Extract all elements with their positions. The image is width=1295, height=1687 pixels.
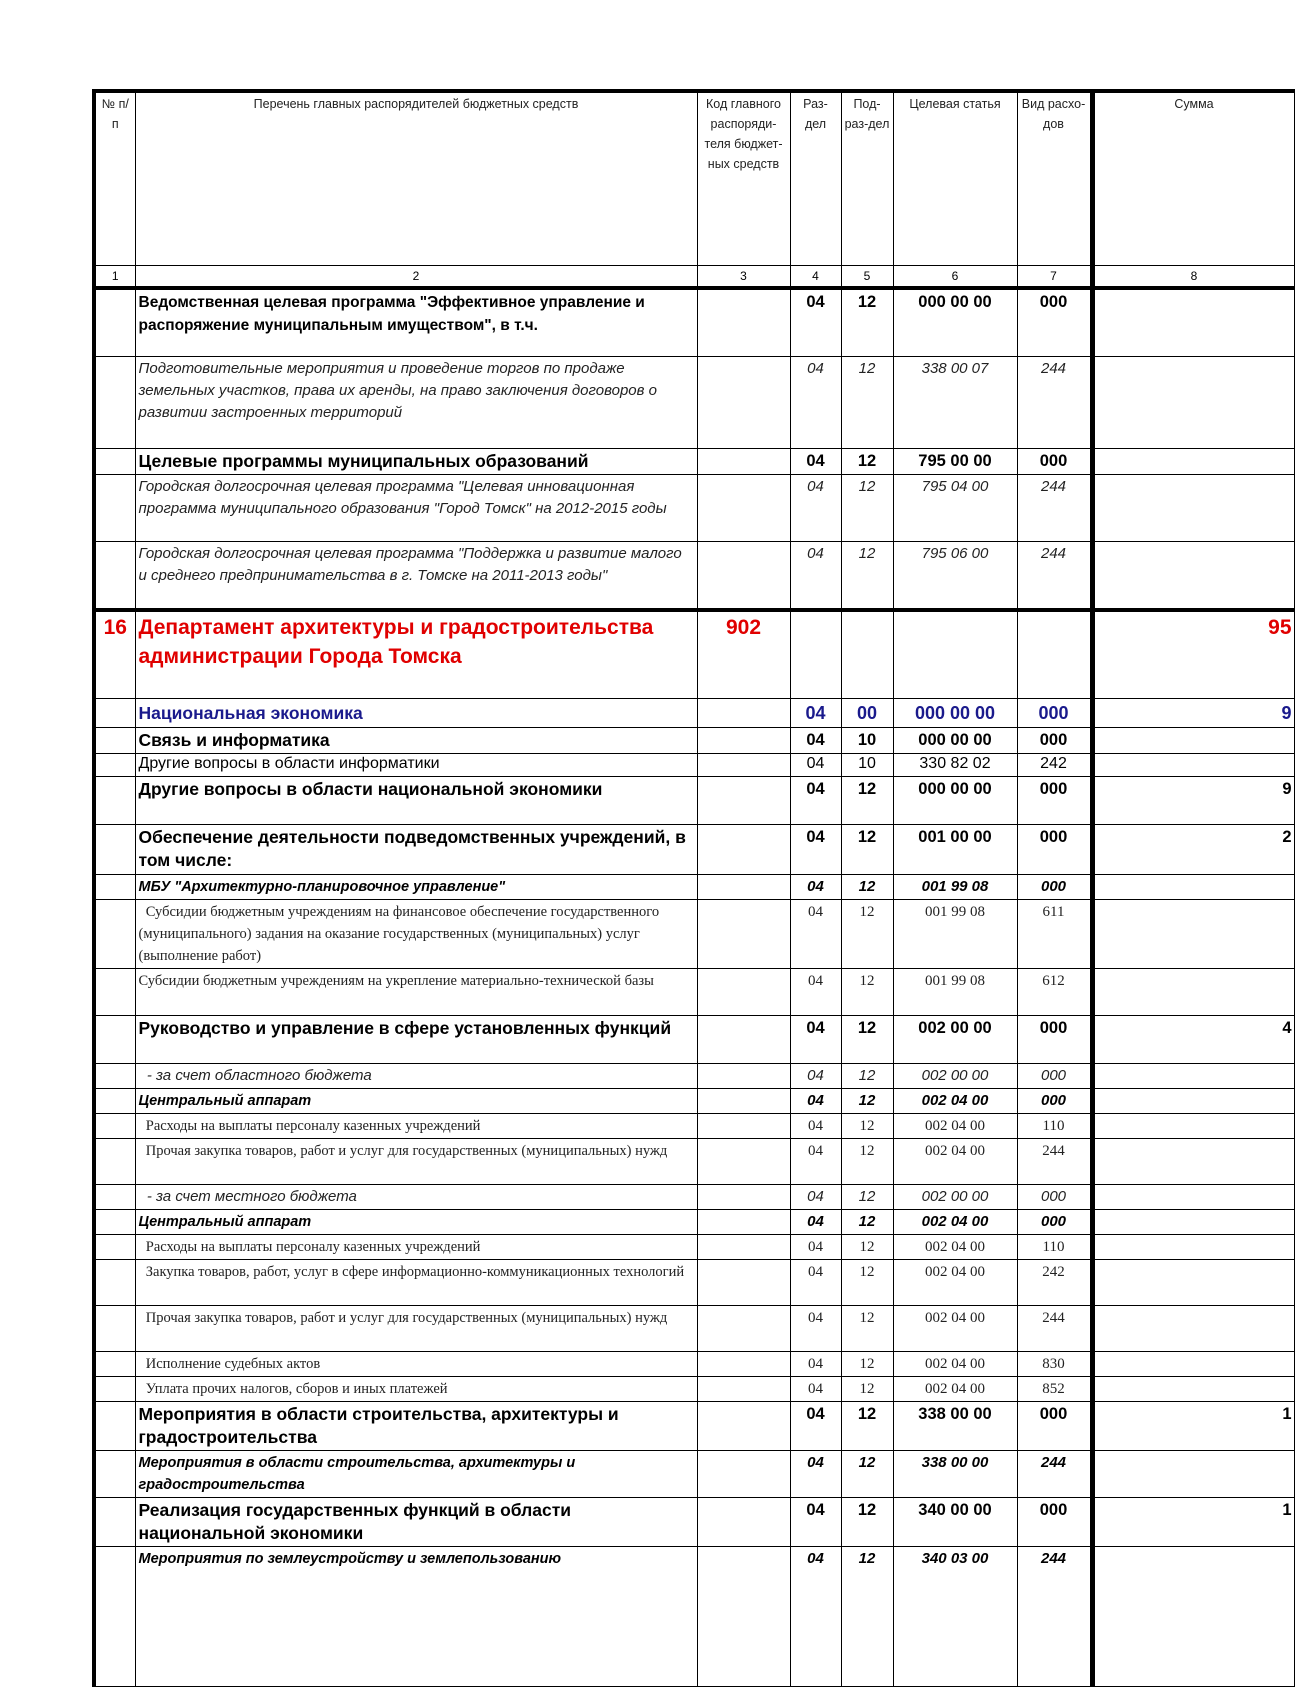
row-section: 04 bbox=[790, 474, 841, 541]
row-name: Другие вопросы в области информатики bbox=[135, 753, 697, 776]
row-name: Субсидии бюджетным учреждениям на укрепление материально-технической базы bbox=[135, 968, 697, 1015]
table-row bbox=[94, 1113, 1294, 1138]
header-expense-type: Вид расхо-дов bbox=[1017, 91, 1092, 266]
row-expense-type: 000 bbox=[1017, 824, 1092, 874]
row-target-article: 002 00 00 bbox=[893, 1063, 1017, 1088]
row-number bbox=[94, 1088, 135, 1113]
row-expense-type: 110 bbox=[1017, 1113, 1092, 1138]
row-section: 04 bbox=[790, 1184, 841, 1209]
table-row bbox=[94, 1184, 1294, 1209]
row-target-article: 002 04 00 bbox=[893, 1138, 1017, 1184]
row-number bbox=[94, 1546, 135, 1686]
row-code bbox=[697, 1497, 790, 1546]
table-row bbox=[94, 1497, 1294, 1546]
table-row bbox=[94, 1063, 1294, 1088]
table-row bbox=[94, 727, 1294, 753]
row-section: 04 bbox=[790, 541, 841, 610]
row-target-article: 338 00 07 bbox=[893, 356, 1017, 448]
row-expense-type: 244 bbox=[1017, 1546, 1092, 1686]
row-name: Департамент архитектуры и градостроительства администрации Города Томска bbox=[135, 610, 697, 698]
row-sum bbox=[1092, 874, 1294, 899]
row-number bbox=[94, 1209, 135, 1234]
row-code bbox=[697, 1138, 790, 1184]
row-name: Расходы на выплаты персоналу казенных учреждений bbox=[135, 1234, 697, 1259]
table-row bbox=[94, 1138, 1294, 1184]
row-expense-type: 000 bbox=[1017, 288, 1092, 356]
row-subsection: 12 bbox=[841, 1401, 893, 1450]
row-subsection: 12 bbox=[841, 874, 893, 899]
row-target-article bbox=[893, 610, 1017, 698]
row-target-article: 340 03 00 bbox=[893, 1546, 1017, 1686]
row-number bbox=[94, 1376, 135, 1401]
row-section: 04 bbox=[790, 1401, 841, 1450]
row-number bbox=[94, 899, 135, 968]
row-code bbox=[697, 874, 790, 899]
row-sum bbox=[1092, 753, 1294, 776]
row-subsection: 12 bbox=[841, 1063, 893, 1088]
row-target-article: 002 04 00 bbox=[893, 1259, 1017, 1305]
table-row bbox=[94, 610, 1294, 698]
column-number: 1 bbox=[94, 266, 135, 289]
row-code bbox=[697, 1113, 790, 1138]
row-name: Связь и информатика bbox=[135, 727, 697, 753]
row-section: 04 bbox=[790, 1063, 841, 1088]
row-target-article: 000 00 00 bbox=[893, 698, 1017, 727]
row-number bbox=[94, 698, 135, 727]
row-name: Прочая закупка товаров, работ и услуг для государственных (муниципальных) нужд bbox=[135, 1305, 697, 1351]
row-code bbox=[697, 1450, 790, 1497]
row-subsection: 12 bbox=[841, 1376, 893, 1401]
row-code bbox=[697, 1209, 790, 1234]
row-number bbox=[94, 288, 135, 356]
row-expense-type: 242 bbox=[1017, 1259, 1092, 1305]
row-number bbox=[94, 727, 135, 753]
table-row bbox=[94, 1351, 1294, 1376]
table-row bbox=[94, 1546, 1294, 1686]
row-target-article: 000 00 00 bbox=[893, 288, 1017, 356]
table-row bbox=[94, 899, 1294, 968]
row-number bbox=[94, 776, 135, 824]
row-target-article: 002 04 00 bbox=[893, 1209, 1017, 1234]
row-sum: 9 bbox=[1092, 776, 1294, 824]
row-sum bbox=[1092, 1351, 1294, 1376]
row-name: Ведомственная целевая программа "Эффективное управление и распоряжение муниципальным имуществом", в т.ч. bbox=[135, 288, 697, 356]
row-code bbox=[697, 474, 790, 541]
row-subsection: 12 bbox=[841, 1184, 893, 1209]
column-number: 8 bbox=[1092, 266, 1294, 289]
row-sum bbox=[1092, 1450, 1294, 1497]
budget-table bbox=[92, 89, 1295, 1687]
row-code bbox=[697, 1063, 790, 1088]
table-row bbox=[94, 1450, 1294, 1497]
row-subsection: 12 bbox=[841, 1546, 893, 1686]
row-code bbox=[697, 1015, 790, 1063]
row-expense-type: 612 bbox=[1017, 968, 1092, 1015]
row-code bbox=[697, 776, 790, 824]
row-sum: 2 bbox=[1092, 824, 1294, 874]
row-name: Уплата прочих налогов, сборов и иных платежей bbox=[135, 1376, 697, 1401]
row-name: Прочая закупка товаров, работ и услуг для государственных (муниципальных) нужд bbox=[135, 1138, 697, 1184]
row-section: 04 bbox=[790, 1088, 841, 1113]
column-number: 5 bbox=[841, 266, 893, 289]
row-expense-type: 852 bbox=[1017, 1376, 1092, 1401]
table-row bbox=[94, 753, 1294, 776]
row-name: Мероприятия в области строительства, архитектуры и градостроительства bbox=[135, 1401, 697, 1450]
row-sum bbox=[1092, 899, 1294, 968]
header-name: Перечень главных распорядителей бюджетных средств bbox=[135, 91, 697, 266]
row-name: Реализация государственных функций в области национальной экономики bbox=[135, 1497, 697, 1546]
row-sum bbox=[1092, 1305, 1294, 1351]
row-code bbox=[697, 1401, 790, 1450]
row-code bbox=[697, 288, 790, 356]
row-target-article: 001 99 08 bbox=[893, 968, 1017, 1015]
row-target-article: 002 04 00 bbox=[893, 1113, 1017, 1138]
row-section: 04 bbox=[790, 776, 841, 824]
row-section: 04 bbox=[790, 1351, 841, 1376]
row-section: 04 bbox=[790, 1138, 841, 1184]
row-code bbox=[697, 824, 790, 874]
column-number: 6 bbox=[893, 266, 1017, 289]
row-section: 04 bbox=[790, 1259, 841, 1305]
table-row bbox=[94, 1259, 1294, 1305]
row-section: 04 bbox=[790, 1450, 841, 1497]
row-sum bbox=[1092, 1209, 1294, 1234]
row-subsection: 00 bbox=[841, 698, 893, 727]
row-subsection: 12 bbox=[841, 1209, 893, 1234]
table-row bbox=[94, 1376, 1294, 1401]
row-name: Городская долгосрочная целевая программа "Целевая инновационная программа муниципального образования "Город Томск" на 2012-2015 годы bbox=[135, 474, 697, 541]
header-target-article: Целевая статья bbox=[893, 91, 1017, 266]
header-number: № п/п bbox=[94, 91, 135, 266]
row-section: 04 bbox=[790, 1376, 841, 1401]
row-section: 04 bbox=[790, 448, 841, 474]
row-target-article: 001 99 08 bbox=[893, 899, 1017, 968]
row-name: Центральный аппарат bbox=[135, 1088, 697, 1113]
row-code bbox=[697, 1184, 790, 1209]
row-number bbox=[94, 1497, 135, 1546]
row-name: МБУ "Архитектурно-планировочное управление" bbox=[135, 874, 697, 899]
table-row bbox=[94, 288, 1294, 356]
row-subsection: 12 bbox=[841, 1259, 893, 1305]
row-section: 04 bbox=[790, 968, 841, 1015]
row-name: Субсидии бюджетным учреждениям на финансовое обеспечение государственного (муниципального) задания на оказание государственных (муниципальных) услуг (выполнение работ) bbox=[135, 899, 697, 968]
row-target-article: 795 04 00 bbox=[893, 474, 1017, 541]
row-name: Мероприятия в области строительства, архитектуры и градостроительства bbox=[135, 1450, 697, 1497]
table-row bbox=[94, 1088, 1294, 1113]
row-sum bbox=[1092, 288, 1294, 356]
row-number bbox=[94, 541, 135, 610]
row-number bbox=[94, 1015, 135, 1063]
row-code bbox=[697, 899, 790, 968]
table-row bbox=[94, 1234, 1294, 1259]
row-subsection: 10 bbox=[841, 753, 893, 776]
row-subsection: 12 bbox=[841, 1234, 893, 1259]
row-code bbox=[697, 541, 790, 610]
header-section: Раз-дел bbox=[790, 91, 841, 266]
row-number bbox=[94, 1450, 135, 1497]
row-section: 04 bbox=[790, 874, 841, 899]
row-section: 04 bbox=[790, 1546, 841, 1686]
row-target-article: 340 00 00 bbox=[893, 1497, 1017, 1546]
row-subsection: 12 bbox=[841, 1497, 893, 1546]
row-section: 04 bbox=[790, 1305, 841, 1351]
row-sum: 1 bbox=[1092, 1401, 1294, 1450]
row-subsection: 12 bbox=[841, 776, 893, 824]
row-target-article: 795 00 00 bbox=[893, 448, 1017, 474]
row-sum bbox=[1092, 541, 1294, 610]
table-row bbox=[94, 874, 1294, 899]
row-sum: 1 bbox=[1092, 1497, 1294, 1546]
table-row bbox=[94, 1401, 1294, 1450]
row-expense-type: 244 bbox=[1017, 474, 1092, 541]
row-target-article: 002 04 00 bbox=[893, 1376, 1017, 1401]
row-name: Национальная экономика bbox=[135, 698, 697, 727]
row-sum bbox=[1092, 474, 1294, 541]
row-name: Исполнение судебных актов bbox=[135, 1351, 697, 1376]
row-target-article: 000 00 00 bbox=[893, 776, 1017, 824]
row-subsection: 12 bbox=[841, 1113, 893, 1138]
column-number: 2 bbox=[135, 266, 697, 289]
row-code bbox=[697, 1376, 790, 1401]
row-section bbox=[790, 610, 841, 698]
row-expense-type: 000 bbox=[1017, 727, 1092, 753]
row-subsection: 12 bbox=[841, 541, 893, 610]
table-row bbox=[94, 968, 1294, 1015]
row-subsection: 12 bbox=[841, 968, 893, 1015]
row-sum bbox=[1092, 1088, 1294, 1113]
row-expense-type: 000 bbox=[1017, 1063, 1092, 1088]
row-code bbox=[697, 1351, 790, 1376]
header-subsection: Под-раз-дел bbox=[841, 91, 893, 266]
row-section: 04 bbox=[790, 1497, 841, 1546]
row-expense-type: 000 bbox=[1017, 776, 1092, 824]
row-target-article: 001 00 00 bbox=[893, 824, 1017, 874]
row-expense-type: 611 bbox=[1017, 899, 1092, 968]
row-subsection: 12 bbox=[841, 1305, 893, 1351]
row-expense-type: 830 bbox=[1017, 1351, 1092, 1376]
row-number bbox=[94, 1138, 135, 1184]
table-row bbox=[94, 474, 1294, 541]
row-section: 04 bbox=[790, 727, 841, 753]
row-section: 04 bbox=[790, 356, 841, 448]
row-sum bbox=[1092, 1546, 1294, 1686]
header-code: Код главного распоряди-теля бюджет-ных средств bbox=[697, 91, 790, 266]
row-expense-type: 000 bbox=[1017, 874, 1092, 899]
row-target-article: 000 00 00 bbox=[893, 727, 1017, 753]
column-number: 7 bbox=[1017, 266, 1092, 289]
row-name: Руководство и управление в сфере установленных функций bbox=[135, 1015, 697, 1063]
row-sum bbox=[1092, 727, 1294, 753]
row-subsection: 12 bbox=[841, 1351, 893, 1376]
row-section: 04 bbox=[790, 1015, 841, 1063]
table-body bbox=[94, 288, 1294, 1686]
row-target-article: 002 04 00 bbox=[893, 1234, 1017, 1259]
table-row bbox=[94, 698, 1294, 727]
table-row bbox=[94, 824, 1294, 874]
row-number bbox=[94, 1234, 135, 1259]
row-number bbox=[94, 824, 135, 874]
row-subsection: 12 bbox=[841, 899, 893, 968]
row-name: Центральный аппарат bbox=[135, 1209, 697, 1234]
row-code bbox=[697, 698, 790, 727]
table-row bbox=[94, 1305, 1294, 1351]
row-number bbox=[94, 1259, 135, 1305]
header-row bbox=[94, 91, 1294, 266]
row-code bbox=[697, 753, 790, 776]
row-name: Мероприятия по землеустройству и землепользованию bbox=[135, 1546, 697, 1686]
row-subsection: 12 bbox=[841, 474, 893, 541]
row-sum bbox=[1092, 1184, 1294, 1209]
row-subsection: 12 bbox=[841, 1450, 893, 1497]
row-number bbox=[94, 356, 135, 448]
row-target-article: 001 99 08 bbox=[893, 874, 1017, 899]
row-section: 04 bbox=[790, 824, 841, 874]
table-row bbox=[94, 1015, 1294, 1063]
row-target-article: 002 04 00 bbox=[893, 1088, 1017, 1113]
row-sum bbox=[1092, 448, 1294, 474]
row-number bbox=[94, 968, 135, 1015]
row-number bbox=[94, 1351, 135, 1376]
row-name: Обеспечение деятельности подведомственных учреждений, в том числе: bbox=[135, 824, 697, 874]
row-sum: 4 bbox=[1092, 1015, 1294, 1063]
row-sum bbox=[1092, 1234, 1294, 1259]
row-expense-type: 242 bbox=[1017, 753, 1092, 776]
row-target-article: 002 04 00 bbox=[893, 1305, 1017, 1351]
row-sum bbox=[1092, 1113, 1294, 1138]
row-code bbox=[697, 1546, 790, 1686]
row-expense-type: 000 bbox=[1017, 698, 1092, 727]
header-sum: Сумма bbox=[1092, 91, 1294, 266]
row-sum: 9 bbox=[1092, 698, 1294, 727]
table-row bbox=[94, 541, 1294, 610]
row-code bbox=[697, 1259, 790, 1305]
row-section: 04 bbox=[790, 899, 841, 968]
row-name: - за счет местного бюджета bbox=[135, 1184, 697, 1209]
row-expense-type: 000 bbox=[1017, 1088, 1092, 1113]
row-section: 04 bbox=[790, 1209, 841, 1234]
row-number: 16 bbox=[94, 610, 135, 698]
row-number bbox=[94, 1305, 135, 1351]
row-code bbox=[697, 1305, 790, 1351]
row-code bbox=[697, 356, 790, 448]
row-number bbox=[94, 1063, 135, 1088]
row-subsection: 12 bbox=[841, 1088, 893, 1113]
row-subsection: 12 bbox=[841, 1015, 893, 1063]
column-number: 3 bbox=[697, 266, 790, 289]
row-name: Городская долгосрочная целевая программа "Поддержка и развитие малого и среднего предпринимательства в г. Томске на 2011-2013 годы" bbox=[135, 541, 697, 610]
row-sum bbox=[1092, 1063, 1294, 1088]
row-expense-type: 000 bbox=[1017, 448, 1092, 474]
table-row bbox=[94, 448, 1294, 474]
row-name: Другие вопросы в области национальной экономики bbox=[135, 776, 697, 824]
row-expense-type: 000 bbox=[1017, 1209, 1092, 1234]
row-number bbox=[94, 1113, 135, 1138]
row-sum bbox=[1092, 1138, 1294, 1184]
row-code bbox=[697, 1234, 790, 1259]
row-number bbox=[94, 753, 135, 776]
row-section: 04 bbox=[790, 1113, 841, 1138]
row-subsection: 12 bbox=[841, 288, 893, 356]
row-name: - за счет областного бюджета bbox=[135, 1063, 697, 1088]
row-name: Подготовительные мероприятия и проведение торгов по продаже земельных участков, права их аренды, на право заключения договоров о развитии застроенных территорий bbox=[135, 356, 697, 448]
row-name: Целевые программы муниципальных образований bbox=[135, 448, 697, 474]
row-expense-type: 244 bbox=[1017, 541, 1092, 610]
row-target-article: 002 04 00 bbox=[893, 1351, 1017, 1376]
row-expense-type: 000 bbox=[1017, 1184, 1092, 1209]
row-name: Закупка товаров, работ, услуг в сфере информационно-коммуникационных технологий bbox=[135, 1259, 697, 1305]
row-subsection: 12 bbox=[841, 824, 893, 874]
row-expense-type: 000 bbox=[1017, 1497, 1092, 1546]
row-target-article: 338 00 00 bbox=[893, 1450, 1017, 1497]
table-row bbox=[94, 1209, 1294, 1234]
row-target-article: 795 06 00 bbox=[893, 541, 1017, 610]
row-expense-type: 244 bbox=[1017, 1450, 1092, 1497]
row-name: Расходы на выплаты персоналу казенных учреждений bbox=[135, 1113, 697, 1138]
budget-table-page bbox=[92, 89, 1292, 1650]
row-sum bbox=[1092, 1259, 1294, 1305]
row-subsection: 12 bbox=[841, 1138, 893, 1184]
row-target-article: 002 00 00 bbox=[893, 1184, 1017, 1209]
row-expense-type: 244 bbox=[1017, 1305, 1092, 1351]
row-code bbox=[697, 968, 790, 1015]
row-target-article: 002 00 00 bbox=[893, 1015, 1017, 1063]
row-section: 04 bbox=[790, 288, 841, 356]
row-number bbox=[94, 474, 135, 541]
column-numbers-row bbox=[94, 266, 1294, 289]
row-subsection: 12 bbox=[841, 356, 893, 448]
row-subsection: 12 bbox=[841, 448, 893, 474]
row-sum bbox=[1092, 1376, 1294, 1401]
row-number bbox=[94, 1184, 135, 1209]
row-subsection bbox=[841, 610, 893, 698]
row-expense-type: 000 bbox=[1017, 1015, 1092, 1063]
row-section: 04 bbox=[790, 1234, 841, 1259]
row-expense-type: 110 bbox=[1017, 1234, 1092, 1259]
row-target-article: 330 82 02 bbox=[893, 753, 1017, 776]
row-number bbox=[94, 1401, 135, 1450]
row-expense-type: 244 bbox=[1017, 1138, 1092, 1184]
row-target-article: 338 00 00 bbox=[893, 1401, 1017, 1450]
row-sum bbox=[1092, 968, 1294, 1015]
row-expense-type: 244 bbox=[1017, 356, 1092, 448]
row-code bbox=[697, 1088, 790, 1113]
row-sum bbox=[1092, 356, 1294, 448]
row-expense-type: 000 bbox=[1017, 1401, 1092, 1450]
row-code bbox=[697, 448, 790, 474]
row-number bbox=[94, 448, 135, 474]
row-number bbox=[94, 874, 135, 899]
row-section: 04 bbox=[790, 753, 841, 776]
row-section: 04 bbox=[790, 698, 841, 727]
table-row bbox=[94, 356, 1294, 448]
table-row bbox=[94, 776, 1294, 824]
row-sum: 95 bbox=[1092, 610, 1294, 698]
row-expense-type bbox=[1017, 610, 1092, 698]
row-code: 902 bbox=[697, 610, 790, 698]
column-number: 4 bbox=[790, 266, 841, 289]
row-code bbox=[697, 727, 790, 753]
row-subsection: 10 bbox=[841, 727, 893, 753]
